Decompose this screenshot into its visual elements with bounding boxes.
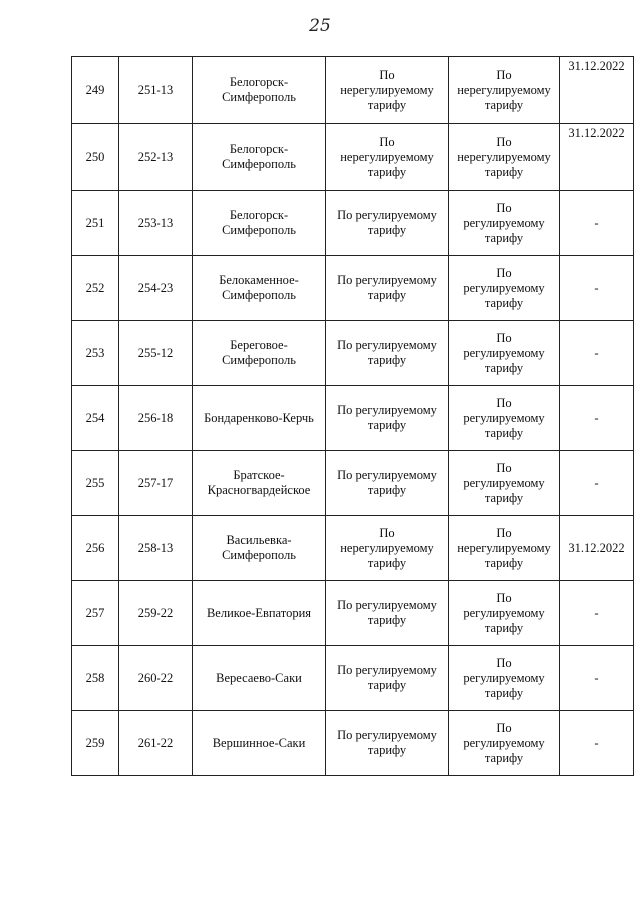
end-date-cell: - — [560, 646, 634, 711]
table-row — [72, 321, 634, 386]
tariff-type-cell: По регулируемому тарифу — [326, 451, 449, 516]
registration-number-cell: 253-13 — [119, 191, 193, 256]
registration-number-cell: 261-22 — [119, 711, 193, 776]
registration-number-cell: 251-13 — [119, 57, 193, 124]
end-date-cell: 31.12.2022 — [560, 124, 634, 191]
table-row — [72, 57, 634, 124]
tariff-type-planned-cell: По нерегулируемому тарифу — [449, 124, 560, 191]
registration-number-cell: 257-17 — [119, 451, 193, 516]
tariff-type-planned-cell: По регулируемому тарифу — [449, 256, 560, 321]
end-date-cell: - — [560, 191, 634, 256]
tariff-type-cell: По регулируемому тарифу — [326, 646, 449, 711]
route-name-cell: Белогорск- Симферополь — [193, 124, 326, 191]
table-row — [72, 256, 634, 321]
tariff-type-planned-cell: По регулируемому тарифу — [449, 321, 560, 386]
tariff-type-cell: По регулируемому тарифу — [326, 581, 449, 646]
tariff-type-cell: По нерегулируемому тарифу — [326, 516, 449, 581]
table-row — [72, 191, 634, 256]
routes-table — [71, 56, 634, 776]
tariff-type-planned-cell: По регулируемому тарифу — [449, 191, 560, 256]
route-name-cell: Бондаренково-Керчь — [193, 386, 326, 451]
end-date-cell: - — [560, 711, 634, 776]
page-number: 25 — [309, 16, 331, 36]
registration-number-cell: 255-12 — [119, 321, 193, 386]
tariff-type-planned-cell: По регулируемому тарифу — [449, 386, 560, 451]
tariff-type-cell: По регулируемому тарифу — [326, 321, 449, 386]
route-name-cell: Вересаево-Саки — [193, 646, 326, 711]
tariff-type-cell: По регулируемому тарифу — [326, 711, 449, 776]
end-date-cell: - — [560, 581, 634, 646]
table-row — [72, 581, 634, 646]
row-number-cell: 259 — [72, 711, 119, 776]
row-number-cell: 252 — [72, 256, 119, 321]
tariff-type-planned-cell: По регулируемому тарифу — [449, 451, 560, 516]
table-row — [72, 451, 634, 516]
tariff-type-planned-cell: По нерегулируемому тарифу — [449, 516, 560, 581]
route-name-cell: Белокаменное- Симферополь — [193, 256, 326, 321]
end-date-cell: - — [560, 451, 634, 516]
registration-number-cell: 256-18 — [119, 386, 193, 451]
row-number-cell: 250 — [72, 124, 119, 191]
route-name-cell: Вершинное-Саки — [193, 711, 326, 776]
row-number-cell: 253 — [72, 321, 119, 386]
row-number-cell: 256 — [72, 516, 119, 581]
tariff-type-planned-cell: По регулируемому тарифу — [449, 646, 560, 711]
row-number-cell: 255 — [72, 451, 119, 516]
route-name-cell: Белогорск- Симферополь — [193, 191, 326, 256]
row-number-cell: 258 — [72, 646, 119, 711]
tariff-type-cell: По регулируемому тарифу — [326, 191, 449, 256]
table-row — [72, 711, 634, 776]
registration-number-cell: 254-23 — [119, 256, 193, 321]
tariff-type-cell: По нерегулируемому тарифу — [326, 57, 449, 124]
tariff-type-planned-cell: По нерегулируемому тарифу — [449, 57, 560, 124]
end-date-cell: 31.12.2022 — [560, 516, 634, 581]
registration-number-cell: 260-22 — [119, 646, 193, 711]
tariff-type-cell: По регулируемому тарифу — [326, 256, 449, 321]
tariff-type-cell: По регулируемому тарифу — [326, 386, 449, 451]
table-row — [72, 516, 634, 581]
end-date-cell: 31.12.2022 — [560, 57, 634, 124]
route-name-cell: Белогорск- Симферополь — [193, 57, 326, 124]
table-row — [72, 646, 634, 711]
row-number-cell: 257 — [72, 581, 119, 646]
registration-number-cell: 259-22 — [119, 581, 193, 646]
tariff-type-planned-cell: По регулируемому тарифу — [449, 581, 560, 646]
route-name-cell: Братское- Красногвардейское — [193, 451, 326, 516]
registration-number-cell: 258-13 — [119, 516, 193, 581]
tariff-type-planned-cell: По регулируемому тарифу — [449, 711, 560, 776]
row-number-cell: 254 — [72, 386, 119, 451]
route-name-cell: Береговое- Симферополь — [193, 321, 326, 386]
tariff-type-cell: По нерегулируемому тарифу — [326, 124, 449, 191]
route-name-cell: Васильевка- Симферополь — [193, 516, 326, 581]
route-name-cell: Великое-Евпатория — [193, 581, 326, 646]
end-date-cell: - — [560, 321, 634, 386]
table-row — [72, 124, 634, 191]
end-date-cell: - — [560, 386, 634, 451]
row-number-cell: 251 — [72, 191, 119, 256]
registration-number-cell: 252-13 — [119, 124, 193, 191]
table-row — [72, 386, 634, 451]
routes-table-body — [72, 57, 634, 776]
row-number-cell: 249 — [72, 57, 119, 124]
end-date-cell: - — [560, 256, 634, 321]
